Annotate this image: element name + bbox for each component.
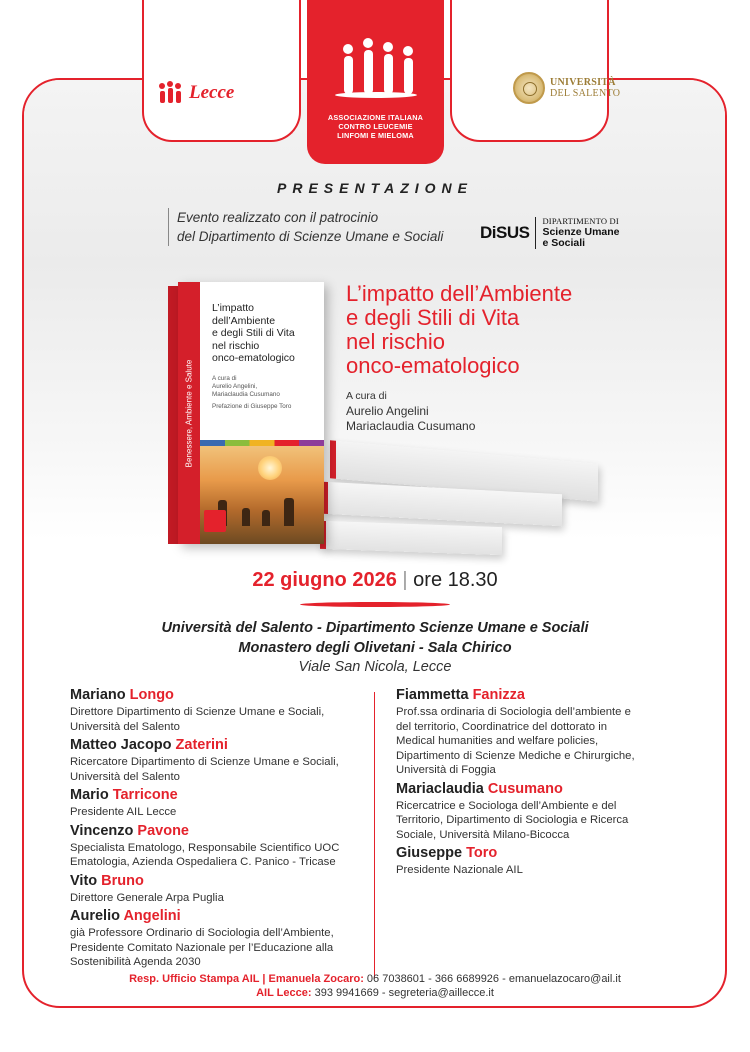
speaker-name	[70, 907, 370, 926]
curators	[346, 404, 475, 434]
date-separator: |	[402, 569, 408, 591]
university-name: UNIVERSITÀ	[550, 77, 616, 88]
speaker-surname: Pavone	[137, 822, 190, 839]
ail-tagline-line: LINFOMI E MIELOMA	[337, 130, 414, 140]
book-cover-curator-line: A cura di	[212, 375, 237, 382]
speaker-role	[70, 755, 370, 784]
speaker-first-name: Giuseppe	[396, 845, 463, 861]
speaker-name	[70, 872, 370, 891]
speaker-surname: Longo	[129, 687, 174, 703]
speaker-role-line: Dipartimento di Scienze Mediche e Chirurgiche,	[396, 749, 635, 762]
speaker-first-name: Vincenzo	[70, 822, 134, 839]
book-cover-curators	[212, 375, 322, 399]
speaker-surname: Bruno	[101, 872, 144, 889]
speaker-role	[70, 805, 370, 820]
event-title	[346, 282, 646, 378]
event-title-line: e degli Stili di Vita	[346, 305, 520, 330]
patronage-line: Evento realizzato con il patrocinio	[177, 210, 379, 225]
event-venue	[0, 618, 750, 658]
curated-by-label: A cura di	[346, 390, 387, 402]
university-name-2: DEL SALENTO	[550, 88, 621, 99]
speaker-surname: Tarricone	[112, 787, 178, 803]
book-cover-title-line: L’impatto	[212, 302, 255, 314]
ail-tagline	[307, 114, 444, 140]
speaker-role	[396, 705, 658, 778]
speaker-surname: Fanizza	[472, 687, 525, 703]
speaker	[70, 872, 370, 906]
speaker-name	[396, 780, 658, 799]
ail-logo-icon	[333, 38, 419, 98]
press-contact-details: 06 7038601 - 366 6689926 - emanuelazocaro@ail.it	[366, 973, 621, 985]
book-ail-icon	[204, 510, 226, 532]
speaker-role-line: Direttore Generale Arpa Puglia	[70, 891, 224, 904]
event-time: ore 18.30	[413, 569, 498, 591]
ail-tagline-line: CONTRO LEUCEMIE	[338, 121, 413, 131]
speaker-surname: Cusumano	[487, 780, 563, 797]
disus-logo	[480, 216, 620, 249]
venue-address: Viale San Nicola, Lecce	[298, 659, 452, 675]
venue-line: Monastero degli Olivetani - Sala Chirico	[238, 640, 512, 656]
speaker-role-line: Università di Foggia	[396, 764, 496, 776]
speaker	[70, 907, 370, 970]
speaker-role-line: Sostenibilità Agenda 2030	[70, 956, 201, 968]
speaker-name	[70, 736, 370, 755]
disus-dept-line: Scienze Umane	[542, 226, 620, 238]
red-swoosh	[300, 602, 450, 607]
university-seal-icon	[513, 72, 545, 104]
event-title-line: onco-ematologico	[346, 353, 520, 378]
speaker-role-line: Ricercatore Dipartimento di Scienze Umane e Sociali,	[70, 756, 339, 768]
disus-dept-small: DIPARTIMENTO DI	[542, 216, 619, 226]
speaker-first-name: Aurelio	[70, 908, 120, 924]
ail-lecce-contact-label: AIL Lecce:	[256, 987, 312, 999]
speaker-role-line: Specialista Ematologo, Responsabile Scientifico UOC	[70, 841, 340, 854]
speaker-role-line: già Professore Ordinario di Sociologia dell’Ambiente,	[70, 927, 334, 939]
speaker-role-line: Territorio, Dipartimento di Sociologia e Ricerca	[396, 814, 629, 826]
speaker-name	[70, 822, 370, 841]
speaker-role	[396, 863, 658, 878]
speaker-name	[70, 786, 370, 805]
ail-lecce-text: Lecce	[189, 82, 235, 103]
book-series	[178, 282, 200, 544]
speaker-surname: Toro	[466, 845, 498, 861]
speaker-name	[70, 686, 370, 705]
speaker	[396, 686, 658, 778]
book-cover-title	[212, 302, 322, 365]
press-contact-name: Emanuela Zocaro:	[268, 973, 364, 985]
speaker-name	[396, 686, 658, 705]
book-cover-title-line: nel rischio	[212, 339, 260, 352]
disus-dept-line: e Sociali	[542, 237, 586, 249]
speaker-role-line: Prof.ssa ordinaria di Sociologia dell’ambiente e	[396, 706, 631, 718]
book-series-text: Benessere, Ambiente e Salute	[184, 359, 194, 467]
speaker-role	[70, 891, 370, 906]
patronage-line: del Dipartimento di Scienze Umane e Sociali	[177, 229, 444, 244]
speaker-role	[396, 799, 658, 843]
speaker-first-name: Mario	[70, 787, 109, 803]
logo-tab-left	[142, 0, 301, 142]
disus-acronym: DiSUS	[480, 222, 530, 242]
speaker	[70, 686, 370, 734]
presentazione-heading: PRESENTAZIONE	[277, 180, 473, 196]
ail-mini-icon	[158, 83, 184, 103]
book-cover-title-line: dell’Ambiente	[212, 314, 276, 327]
speaker-role-line: Direttore Dipartimento di Scienze Umane e Sociali,	[70, 706, 325, 718]
speaker-first-name: Fiammetta	[396, 687, 469, 703]
event-datetime	[0, 569, 750, 592]
speaker	[70, 736, 370, 784]
event-date: 22 giugno 2026	[252, 569, 397, 591]
speaker-role	[70, 926, 370, 970]
speaker-first-name: Vito	[70, 872, 98, 889]
speaker-first-name: Mariaclaudia	[396, 780, 484, 797]
speaker-name	[396, 844, 658, 863]
venue-line: Università del Salento - Dipartimento Scienze Umane e Sociali	[161, 620, 589, 636]
book-cover-curator-line: Mariaclaudia Cusumano	[212, 391, 280, 398]
speaker-role-line: Presidente Comitato Nazionale per l’Educazione alla	[70, 941, 334, 954]
speaker-role-line: Ricercatrice e Sociologa dell’Ambiente e del	[396, 799, 617, 812]
speaker-role-line: Medical humanities and welfare policies,	[396, 735, 599, 747]
speaker	[70, 786, 370, 820]
speaker	[396, 844, 658, 878]
speaker-role	[70, 841, 370, 870]
speaker-surname: Zaterini	[175, 737, 228, 753]
book-cover-title-line: e degli Stili di Vita	[212, 327, 295, 340]
speaker	[396, 780, 658, 843]
patronage-text	[168, 208, 468, 246]
book-cover-preface: Prefazione di Giuseppe Toro	[212, 403, 292, 410]
speaker-role-line: Università del Salento	[70, 720, 180, 733]
speakers-right	[396, 686, 658, 880]
book-cover-title-line: onco-ematologico	[212, 352, 295, 365]
speaker-surname: Angelini	[123, 908, 181, 924]
press-contacts	[0, 972, 750, 1000]
ail-tagline-line: ASSOCIAZIONE ITALIANA	[327, 113, 424, 122]
book-cover-curator-line: Aurelio Angelini,	[212, 383, 258, 390]
speaker-role-line: Ematologia, Azienda Ospedaliera C. Panico - Tricase	[70, 856, 336, 868]
speaker-role-line: Presidente AIL Lecce	[70, 806, 177, 818]
event-title-line: L’impatto dell’Ambiente	[346, 281, 573, 306]
logo-tab-right	[450, 0, 609, 142]
speaker	[70, 822, 370, 870]
ail-logo	[307, 38, 444, 98]
speaker-role-line: Sociale, Università Milano-Bicocca	[396, 828, 570, 841]
speaker-first-name: Matteo Jacopo	[70, 737, 172, 753]
speaker-role-line: Presidente Nazionale AIL	[396, 864, 523, 876]
speaker-role-line: Università del Salento	[70, 770, 180, 783]
speakers-divider	[374, 692, 375, 978]
speakers-left	[70, 686, 370, 972]
speaker-role-line: del territorio, Coordinatrice del dottorato in	[396, 720, 607, 733]
event-title-line: nel rischio	[346, 329, 446, 354]
university-logo	[513, 72, 620, 104]
press-label: Resp. Ufficio Stampa AIL |	[129, 973, 266, 985]
disus-divider	[535, 217, 536, 249]
speaker-role	[70, 705, 370, 734]
ail-lecce-contact-details: 393 9941669 - segreteria@aillecce.it	[314, 987, 494, 999]
ail-lecce-logo	[158, 82, 234, 104]
curator-name: Aurelio Angelini	[346, 404, 429, 418]
curator-name: Mariaclaudia Cusumano	[346, 419, 476, 433]
speaker-first-name: Mariano	[70, 687, 126, 703]
